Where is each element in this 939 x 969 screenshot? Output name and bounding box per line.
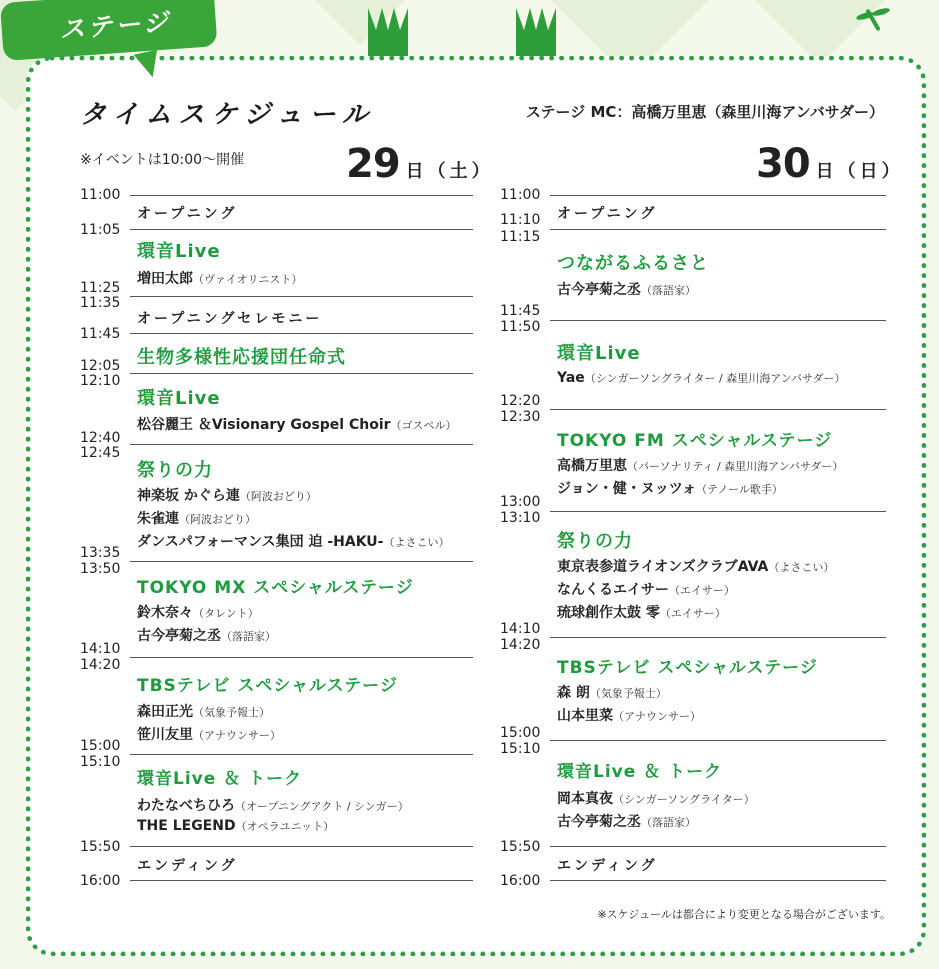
performer xyxy=(137,602,259,622)
performer-name: 古今亭菊之丞 xyxy=(557,814,641,830)
performer-role: （落語家） xyxy=(221,630,276,643)
time-divider xyxy=(550,195,886,196)
event-title: 生物多様性応援団任命式 xyxy=(137,347,346,368)
performer-name: 古今亭菊之丞 xyxy=(137,628,221,644)
performer xyxy=(137,531,450,551)
performer xyxy=(557,705,701,725)
performer-name: 琉球創作太鼓 零 xyxy=(557,605,660,621)
performer-name: THE LEGEND xyxy=(137,818,236,834)
time-label: 12:40 xyxy=(80,430,121,446)
dragonfly-icon xyxy=(855,6,891,34)
event-title: 環音Live xyxy=(137,241,221,262)
performer-name: ジョン・健・ヌッツォ xyxy=(557,481,697,497)
performer-name: 岡本真夜 xyxy=(557,791,613,807)
performer-name: 笹川友里 xyxy=(137,727,193,743)
performer-role: （よさこい） xyxy=(768,561,835,574)
performer xyxy=(557,811,696,831)
performer-name: 鈴木奈々 xyxy=(137,605,193,621)
performer xyxy=(137,795,409,815)
event-title: TOKYO FM スペシャルステージ xyxy=(557,431,833,451)
performer-role: （テノール歌手） xyxy=(696,483,783,496)
performer-role: （タレント） xyxy=(193,607,259,620)
time-label: 14:20 xyxy=(500,637,541,653)
event-title: 環音Live xyxy=(557,343,641,364)
time-divider xyxy=(130,373,473,374)
grass-icon xyxy=(368,8,408,56)
event-title: 祭りの力 xyxy=(137,460,213,481)
performer-name: 森田正光 xyxy=(137,704,193,720)
time-label: 11:50 xyxy=(500,319,541,335)
performer xyxy=(557,279,696,299)
time-label: 12:05 xyxy=(80,358,121,374)
grass-icon xyxy=(516,8,556,56)
performer-role: （ヴァイオリニスト） xyxy=(193,273,303,286)
time-label: 11:15 xyxy=(500,229,541,245)
performer xyxy=(557,370,845,386)
performer-name: 神楽坂 かぐら連 xyxy=(137,488,240,504)
performer-name: わたなべちひろ xyxy=(137,798,235,814)
event-title: 環音Live xyxy=(137,388,221,409)
time-label: 15:10 xyxy=(500,741,541,757)
performer xyxy=(137,414,457,434)
time-label: 16:00 xyxy=(80,873,121,889)
stage-tab xyxy=(0,0,217,61)
event-title: 環音Live ＆ トーク xyxy=(557,762,723,782)
time-label: 13:35 xyxy=(80,545,121,561)
page-title: タイムスケジュール xyxy=(80,100,375,130)
time-label: 12:45 xyxy=(80,445,121,461)
event-title: TBSテレビ スペシャルステージ xyxy=(557,658,818,678)
time-label: 13:00 xyxy=(500,494,541,510)
time-label: 12:30 xyxy=(500,409,541,425)
time-divider xyxy=(130,880,473,881)
performer xyxy=(137,268,302,288)
time-divider xyxy=(130,754,473,755)
event-title: 環音Live ＆ トーク xyxy=(137,769,303,789)
event-title: 祭りの力 xyxy=(557,531,633,552)
start-note: ※イベントは10:00～開催 xyxy=(80,152,245,168)
day-number: 30 xyxy=(756,141,810,187)
performer-role: （シンガーソングライター / 森里川海アンバサダー） xyxy=(584,372,846,385)
performer xyxy=(137,701,270,721)
performer-role: （アナウンサー） xyxy=(193,729,281,742)
event-title: オープニング xyxy=(137,206,238,222)
time-label: 11:00 xyxy=(80,187,121,203)
time-divider xyxy=(550,846,886,847)
time-divider xyxy=(550,511,886,512)
time-label: 11:45 xyxy=(80,326,121,342)
time-label: 11:10 xyxy=(500,212,541,228)
time-label: 15:10 xyxy=(80,754,121,770)
performer xyxy=(557,682,667,702)
performer xyxy=(557,788,755,808)
time-label: 12:20 xyxy=(500,393,541,409)
day-suffix: 日（土） xyxy=(405,161,494,182)
time-divider xyxy=(130,229,473,230)
time-divider xyxy=(130,846,473,847)
performer-role: （阿波おどり） xyxy=(179,513,256,526)
performer-name: Yae xyxy=(557,370,585,386)
performer-name: 朱雀連 xyxy=(137,511,179,527)
time-label: 11:35 xyxy=(80,295,121,311)
event-title: TOKYO MX スペシャルステージ xyxy=(137,578,414,598)
day-number: 29 xyxy=(346,141,400,187)
background-diamond xyxy=(275,0,445,45)
performer-name: 山本里菜 xyxy=(557,708,613,724)
event-title: オープニング xyxy=(557,206,658,222)
performer xyxy=(557,478,783,498)
event-title: エンディング xyxy=(557,858,658,874)
performer-role: （オープニングアクト / シンガー） xyxy=(235,800,409,813)
performer xyxy=(137,625,276,645)
time-label: 14:10 xyxy=(500,621,541,637)
performer-role: （アナウンサー） xyxy=(613,710,701,723)
time-label: 15:00 xyxy=(500,725,541,741)
performer-role: （パーソナリティ / 森里川海アンバサダー） xyxy=(627,460,844,473)
event-title: エンディング xyxy=(137,858,238,874)
performer-role: （落語家） xyxy=(641,816,696,829)
day-header-29 xyxy=(346,141,494,187)
time-label: 14:10 xyxy=(80,641,121,657)
time-label: 13:50 xyxy=(80,561,121,577)
performer xyxy=(137,818,334,834)
time-label: 13:10 xyxy=(500,510,541,526)
performer-name: 高橋万里恵 xyxy=(557,458,627,474)
time-divider xyxy=(130,657,473,658)
performer-role: （ゴスペル） xyxy=(390,419,457,432)
performer-name: 増田太郎 xyxy=(137,271,193,287)
performer-role: （気象予報士） xyxy=(193,706,270,719)
time-label: 11:45 xyxy=(500,303,541,319)
performer-name: 松谷麗王 ＆Visionary Gospel Choir xyxy=(137,417,391,433)
event-title: オープニングセレモニー xyxy=(137,311,323,327)
time-divider xyxy=(550,740,886,741)
performer xyxy=(557,579,735,599)
performer-role: （気象予報士） xyxy=(589,687,667,700)
event-title: つながるふるさと xyxy=(557,253,709,274)
time-label: 15:50 xyxy=(500,839,541,855)
event-title: TBSテレビ スペシャルステージ xyxy=(137,676,398,696)
performer xyxy=(137,508,256,528)
performer-role: （エイサー） xyxy=(669,584,735,597)
performer-role: （シンガーソングライター） xyxy=(613,793,755,806)
time-label: 16:00 xyxy=(500,873,541,889)
time-divider xyxy=(550,637,886,638)
performer-role: （落語家） xyxy=(641,284,696,297)
time-divider xyxy=(550,229,886,230)
time-divider xyxy=(130,296,473,297)
time-label: 15:00 xyxy=(80,738,121,754)
time-label: 11:25 xyxy=(80,280,121,296)
time-divider xyxy=(130,195,473,196)
performer-role: （よさこい） xyxy=(383,536,450,549)
performer-name: 森 朗 xyxy=(557,685,590,701)
time-divider xyxy=(130,561,473,562)
performer-role: （阿波おどり） xyxy=(239,490,317,503)
performer-name: 古今亭菊之丞 xyxy=(557,282,641,298)
performer xyxy=(137,724,281,744)
day-suffix: 日（日） xyxy=(815,161,904,182)
performer-role: （オペラユニット） xyxy=(235,820,335,833)
time-divider xyxy=(130,444,473,445)
time-divider xyxy=(550,320,886,321)
performer xyxy=(557,455,843,475)
time-label: 11:05 xyxy=(80,222,121,238)
performer-role: （エイサー） xyxy=(659,607,726,620)
day-header-30 xyxy=(756,141,904,187)
performer xyxy=(137,485,317,505)
performer xyxy=(557,602,726,622)
time-label: 12:10 xyxy=(80,373,121,389)
time-divider xyxy=(550,880,886,881)
time-divider xyxy=(130,333,473,334)
time-label: 11:00 xyxy=(500,187,541,203)
stage-tab-tail xyxy=(134,50,163,80)
time-label: 14:20 xyxy=(80,657,121,673)
stage-tab-label: ステージ xyxy=(58,7,172,44)
change-note: ※スケジュールは都合により変更となる場合がございます。 xyxy=(597,908,891,921)
time-label: 15:50 xyxy=(80,839,121,855)
performer-name: なんくるエイサー xyxy=(557,582,669,598)
stage-mc: ステージ MC：高橋万里恵（森里川海アンバサダー） xyxy=(525,103,884,121)
performer-name: 東京表参道ライオンズクラブAVA xyxy=(557,559,769,575)
performer xyxy=(557,556,834,576)
time-divider xyxy=(550,409,886,410)
performer-name: ダンスパフォーマンス集団 迫 -HAKU- xyxy=(137,534,384,550)
